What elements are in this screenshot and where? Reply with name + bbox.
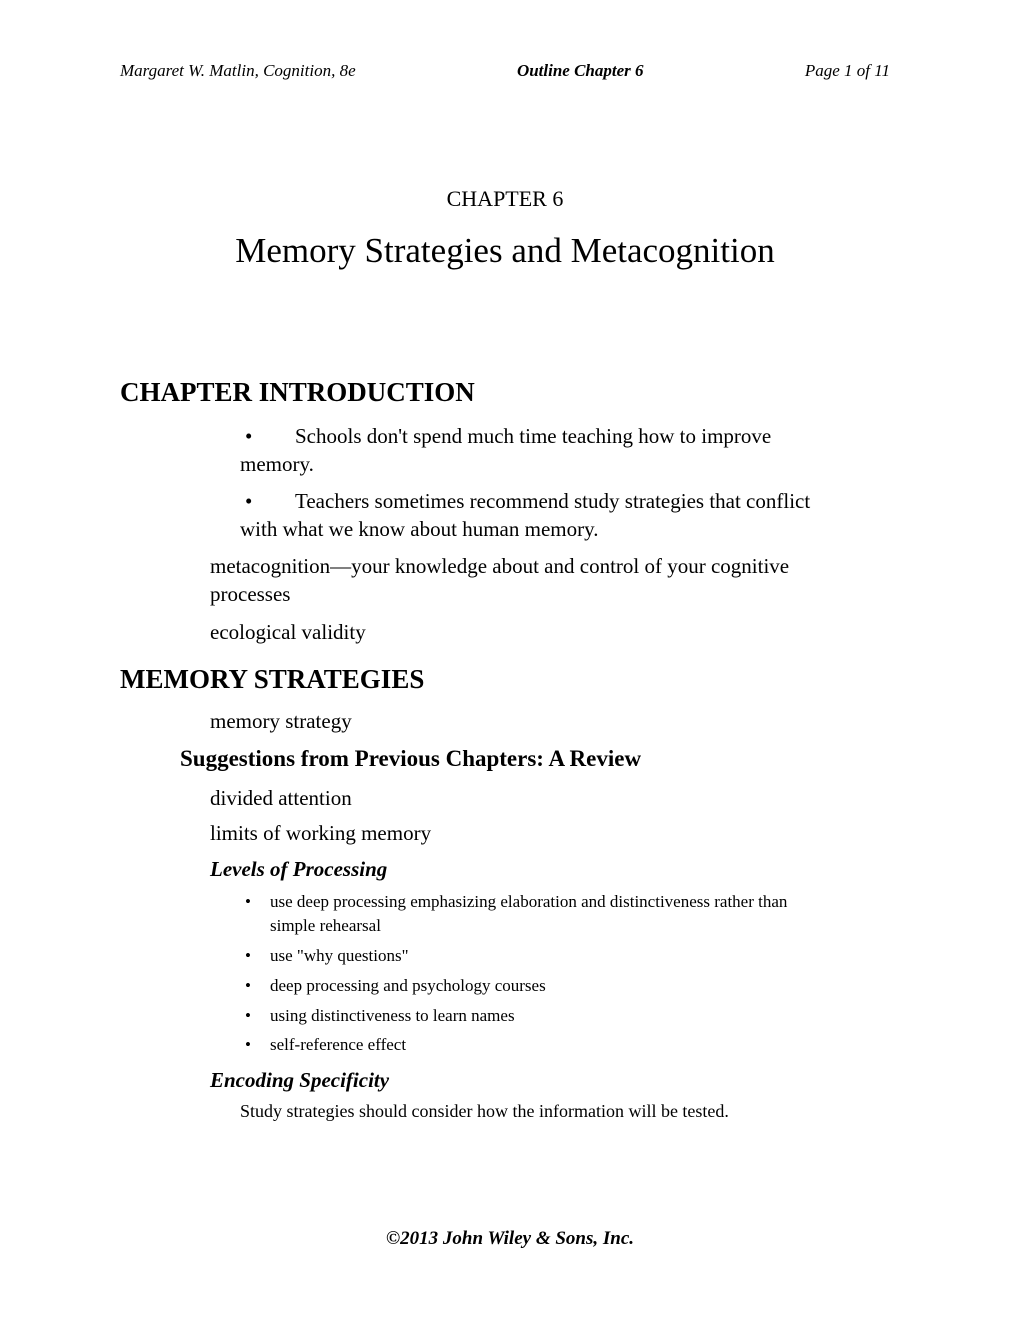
bullet-icon: •: [245, 946, 251, 965]
bullet-text-line: Schools don't spend much time teaching how to improve: [295, 424, 772, 448]
header-page-number: Page 1 of 11: [804, 61, 890, 80]
subsubsection-heading-encoding-specificity: Encoding Specificity: [210, 1068, 390, 1092]
term-text-line: processes: [210, 582, 291, 606]
term-definition: [210, 618, 890, 646]
term-text-line: divided attention: [210, 786, 352, 810]
bullet-icon: •: [245, 424, 253, 448]
bullet-text-line: use "why questions": [270, 946, 409, 965]
document-header: [120, 60, 890, 82]
header-outline-label: Outline Chapter 6: [516, 61, 644, 80]
copyright-text: ©2013 John Wiley & Sons, Inc.: [385, 1228, 635, 1249]
bullet-text-line: with what we know about human memory.: [240, 517, 599, 541]
bullet-text-line: deep processing and psychology courses: [270, 976, 546, 995]
sub-bullet-item: [245, 890, 890, 938]
bullet-text-line: self-reference effect: [270, 1035, 407, 1054]
term-text-line: memory strategy: [210, 709, 352, 733]
document-footer: [0, 1228, 1020, 1250]
bullet-text-line: memory.: [240, 452, 314, 476]
section-heading-chapter-introduction: CHAPTER INTRODUCTION: [120, 377, 475, 407]
bullet-text-line: use deep processing emphasizing elaboration and distinctiveness rather than: [270, 892, 788, 911]
term-text-line: limits of working memory: [210, 821, 432, 845]
term-definition: [210, 819, 890, 847]
sub-bullet-item: [245, 974, 890, 998]
bullet-icon: •: [245, 892, 251, 911]
sub-bullet-item: [245, 1033, 890, 1057]
bullet-icon: •: [245, 1035, 251, 1054]
bullet-text-line: using distinctiveness to learn names: [270, 1006, 515, 1025]
term-definition: [210, 707, 890, 735]
term-definition: [210, 552, 890, 608]
chapter-title: Memory Strategies and Metacognition: [235, 231, 775, 270]
section-heading-memory-strategies: MEMORY STRATEGIES: [120, 664, 425, 694]
intro-bullet-item: [240, 487, 890, 543]
bullet-icon: •: [245, 1006, 251, 1025]
term-definition: [210, 784, 890, 812]
sub-bullet-item: [245, 944, 890, 968]
bullet-text-line: Teachers sometimes recommend study strategies that conflict: [295, 489, 811, 513]
bullet-icon: •: [245, 976, 251, 995]
bullet-text-line: simple rehearsal: [270, 916, 381, 935]
subsection-heading-suggestions-review: Suggestions from Previous Chapters: A Review: [180, 746, 642, 771]
subsubsection-heading-levels-of-processing: Levels of Processing: [210, 857, 388, 881]
header-book-title: Margaret W. Matlin, Cognition, 8e: [120, 61, 356, 80]
sub-bullet-item: [245, 1004, 890, 1028]
encoding-specificity-note: Study strategies should consider how the information will be tested.: [240, 1101, 729, 1121]
intro-bullet-item: [240, 422, 890, 478]
term-text-line: metacognition—your knowledge about and control of your cognitive: [210, 554, 790, 578]
chapter-number-label: CHAPTER 6: [446, 186, 564, 211]
bullet-icon: •: [245, 489, 253, 513]
term-text-line: ecological validity: [210, 620, 366, 644]
